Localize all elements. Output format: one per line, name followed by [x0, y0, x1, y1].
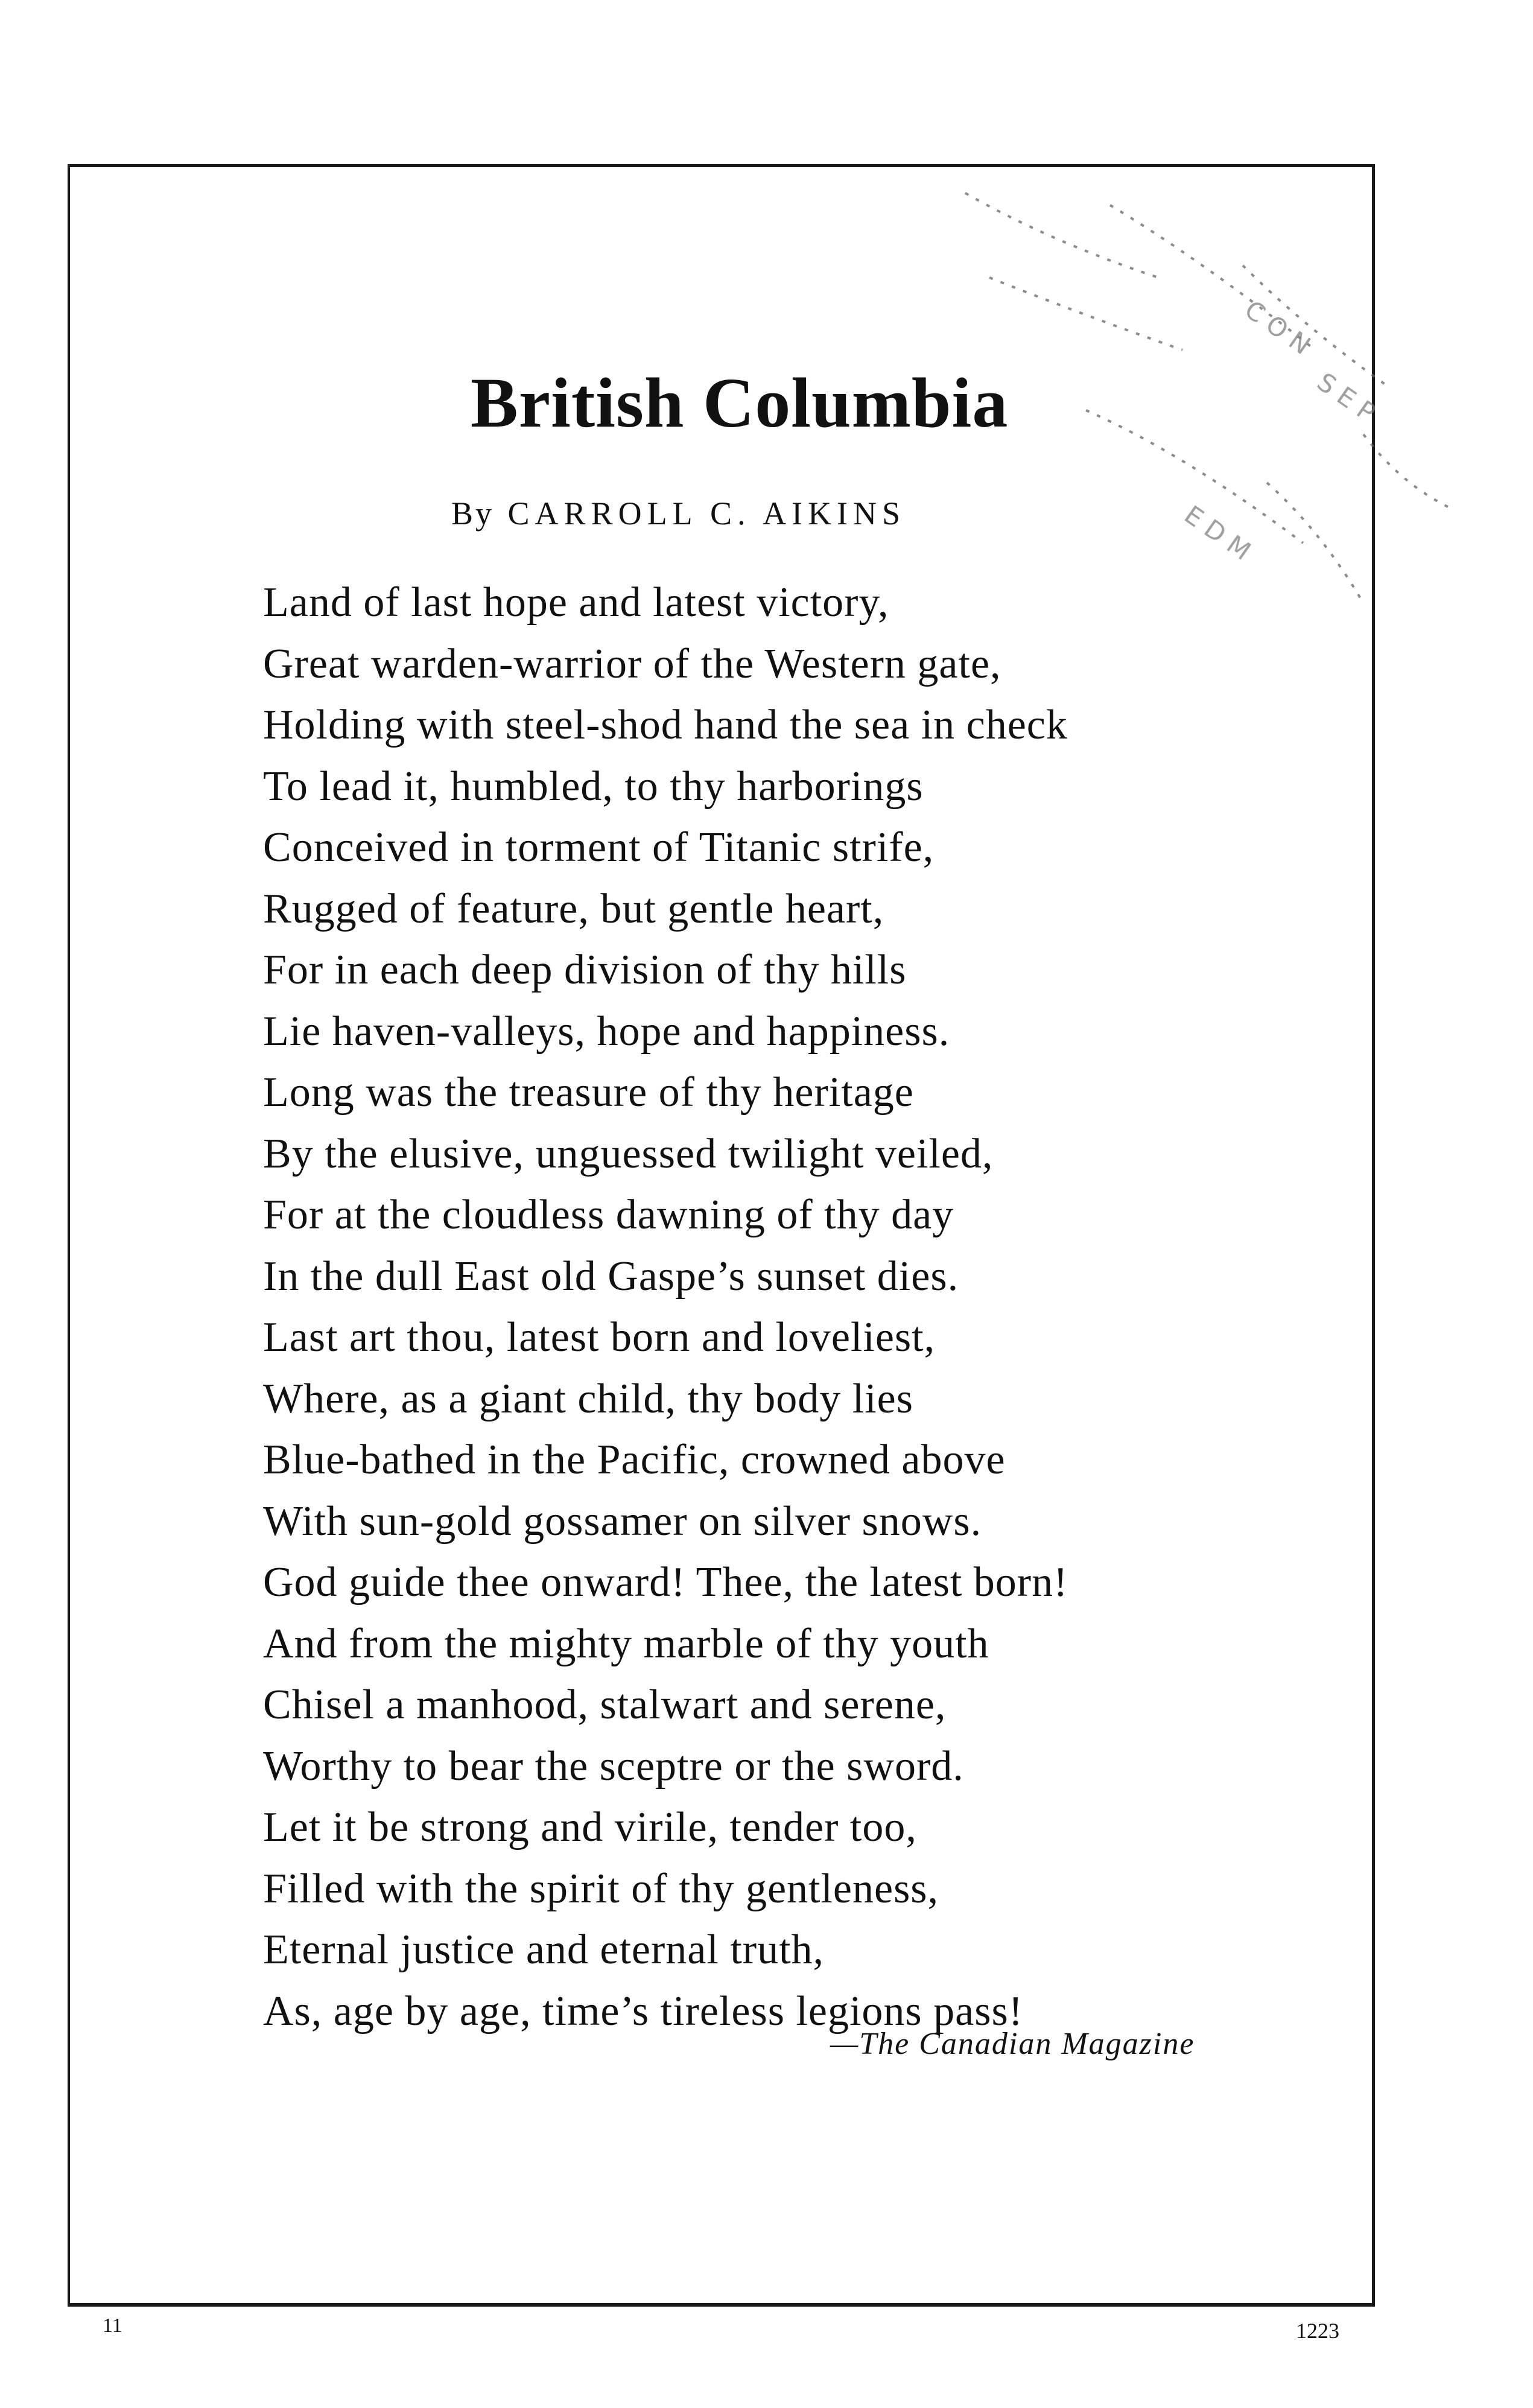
- poem-line: For at the cloudless dawning of thy day: [263, 1192, 954, 1238]
- svg-text:C O N: C O N: [1239, 294, 1316, 361]
- poem-line: Let it be strong and virile, tender too,: [263, 1804, 917, 1850]
- poem-line: In the dull East old Gaspe’s sunset dies.: [263, 1253, 959, 1300]
- poem-line: For in each deep division of thy hills: [263, 947, 907, 993]
- poem-line: By the elusive, unguessed twilight veiled,: [263, 1130, 994, 1177]
- poem-line: Where, as a giant child, thy body lies: [263, 1375, 913, 1422]
- poem-line: Great warden-warrior of the Western gate,: [263, 640, 1001, 687]
- author-name: CARROLL C. AIKINS: [507, 495, 906, 532]
- poem-line: Filled with the spirit of thy gentleness,: [263, 1865, 939, 1912]
- poem-line: Conceived in torment of Titanic strife,: [263, 824, 935, 871]
- source-attribution: —The Canadian Magazine: [830, 2027, 1195, 2061]
- poem-line: Eternal justice and eternal truth,: [263, 1927, 825, 1973]
- poem-line: And from the mighty marble of thy youth: [263, 1620, 989, 1667]
- signature-mark: 11: [103, 2314, 122, 2337]
- page-number: 1223: [1296, 2319, 1339, 2343]
- poem-line: As, age by age, time’s tireless legions pass!: [263, 1987, 1024, 2035]
- poem-line: With sun-gold gossamer on silver snows.: [263, 1498, 982, 1545]
- poem-title: British Columbia: [471, 363, 1009, 442]
- svg-text:S E P: S E P: [1312, 367, 1381, 428]
- byline: [451, 495, 906, 532]
- poem-line: Blue-bathed in the Pacific, crowned above: [263, 1437, 1006, 1483]
- svg-text:E D M: E D M: [1179, 500, 1257, 567]
- poem-line: Worthy to bear the sceptre or the sword.: [263, 1742, 964, 1790]
- poem-line: Rugged of feature, but gentle heart,: [263, 885, 884, 932]
- poem-line: Last art thou, latest born and loveliest,: [263, 1314, 936, 1361]
- poem-body: [263, 572, 1289, 2042]
- poem-line: Land of last hope and latest victory,: [263, 579, 889, 626]
- poem-line: Lie haven-valleys, hope and happiness.: [263, 1008, 950, 1055]
- poem-line: Chisel a manhood, stalwart and serene,: [263, 1682, 947, 1728]
- byline-prefix: By: [451, 495, 495, 532]
- poem-line: God guide thee onward! Thee, the latest born!: [263, 1559, 1068, 1606]
- poem-line: Holding with steel-shod hand the sea in check: [263, 702, 1068, 748]
- poem-line: Long was the treasure of thy heritage: [263, 1069, 914, 1116]
- poem-line: To lead it, humbled, to thy harborings: [263, 763, 924, 810]
